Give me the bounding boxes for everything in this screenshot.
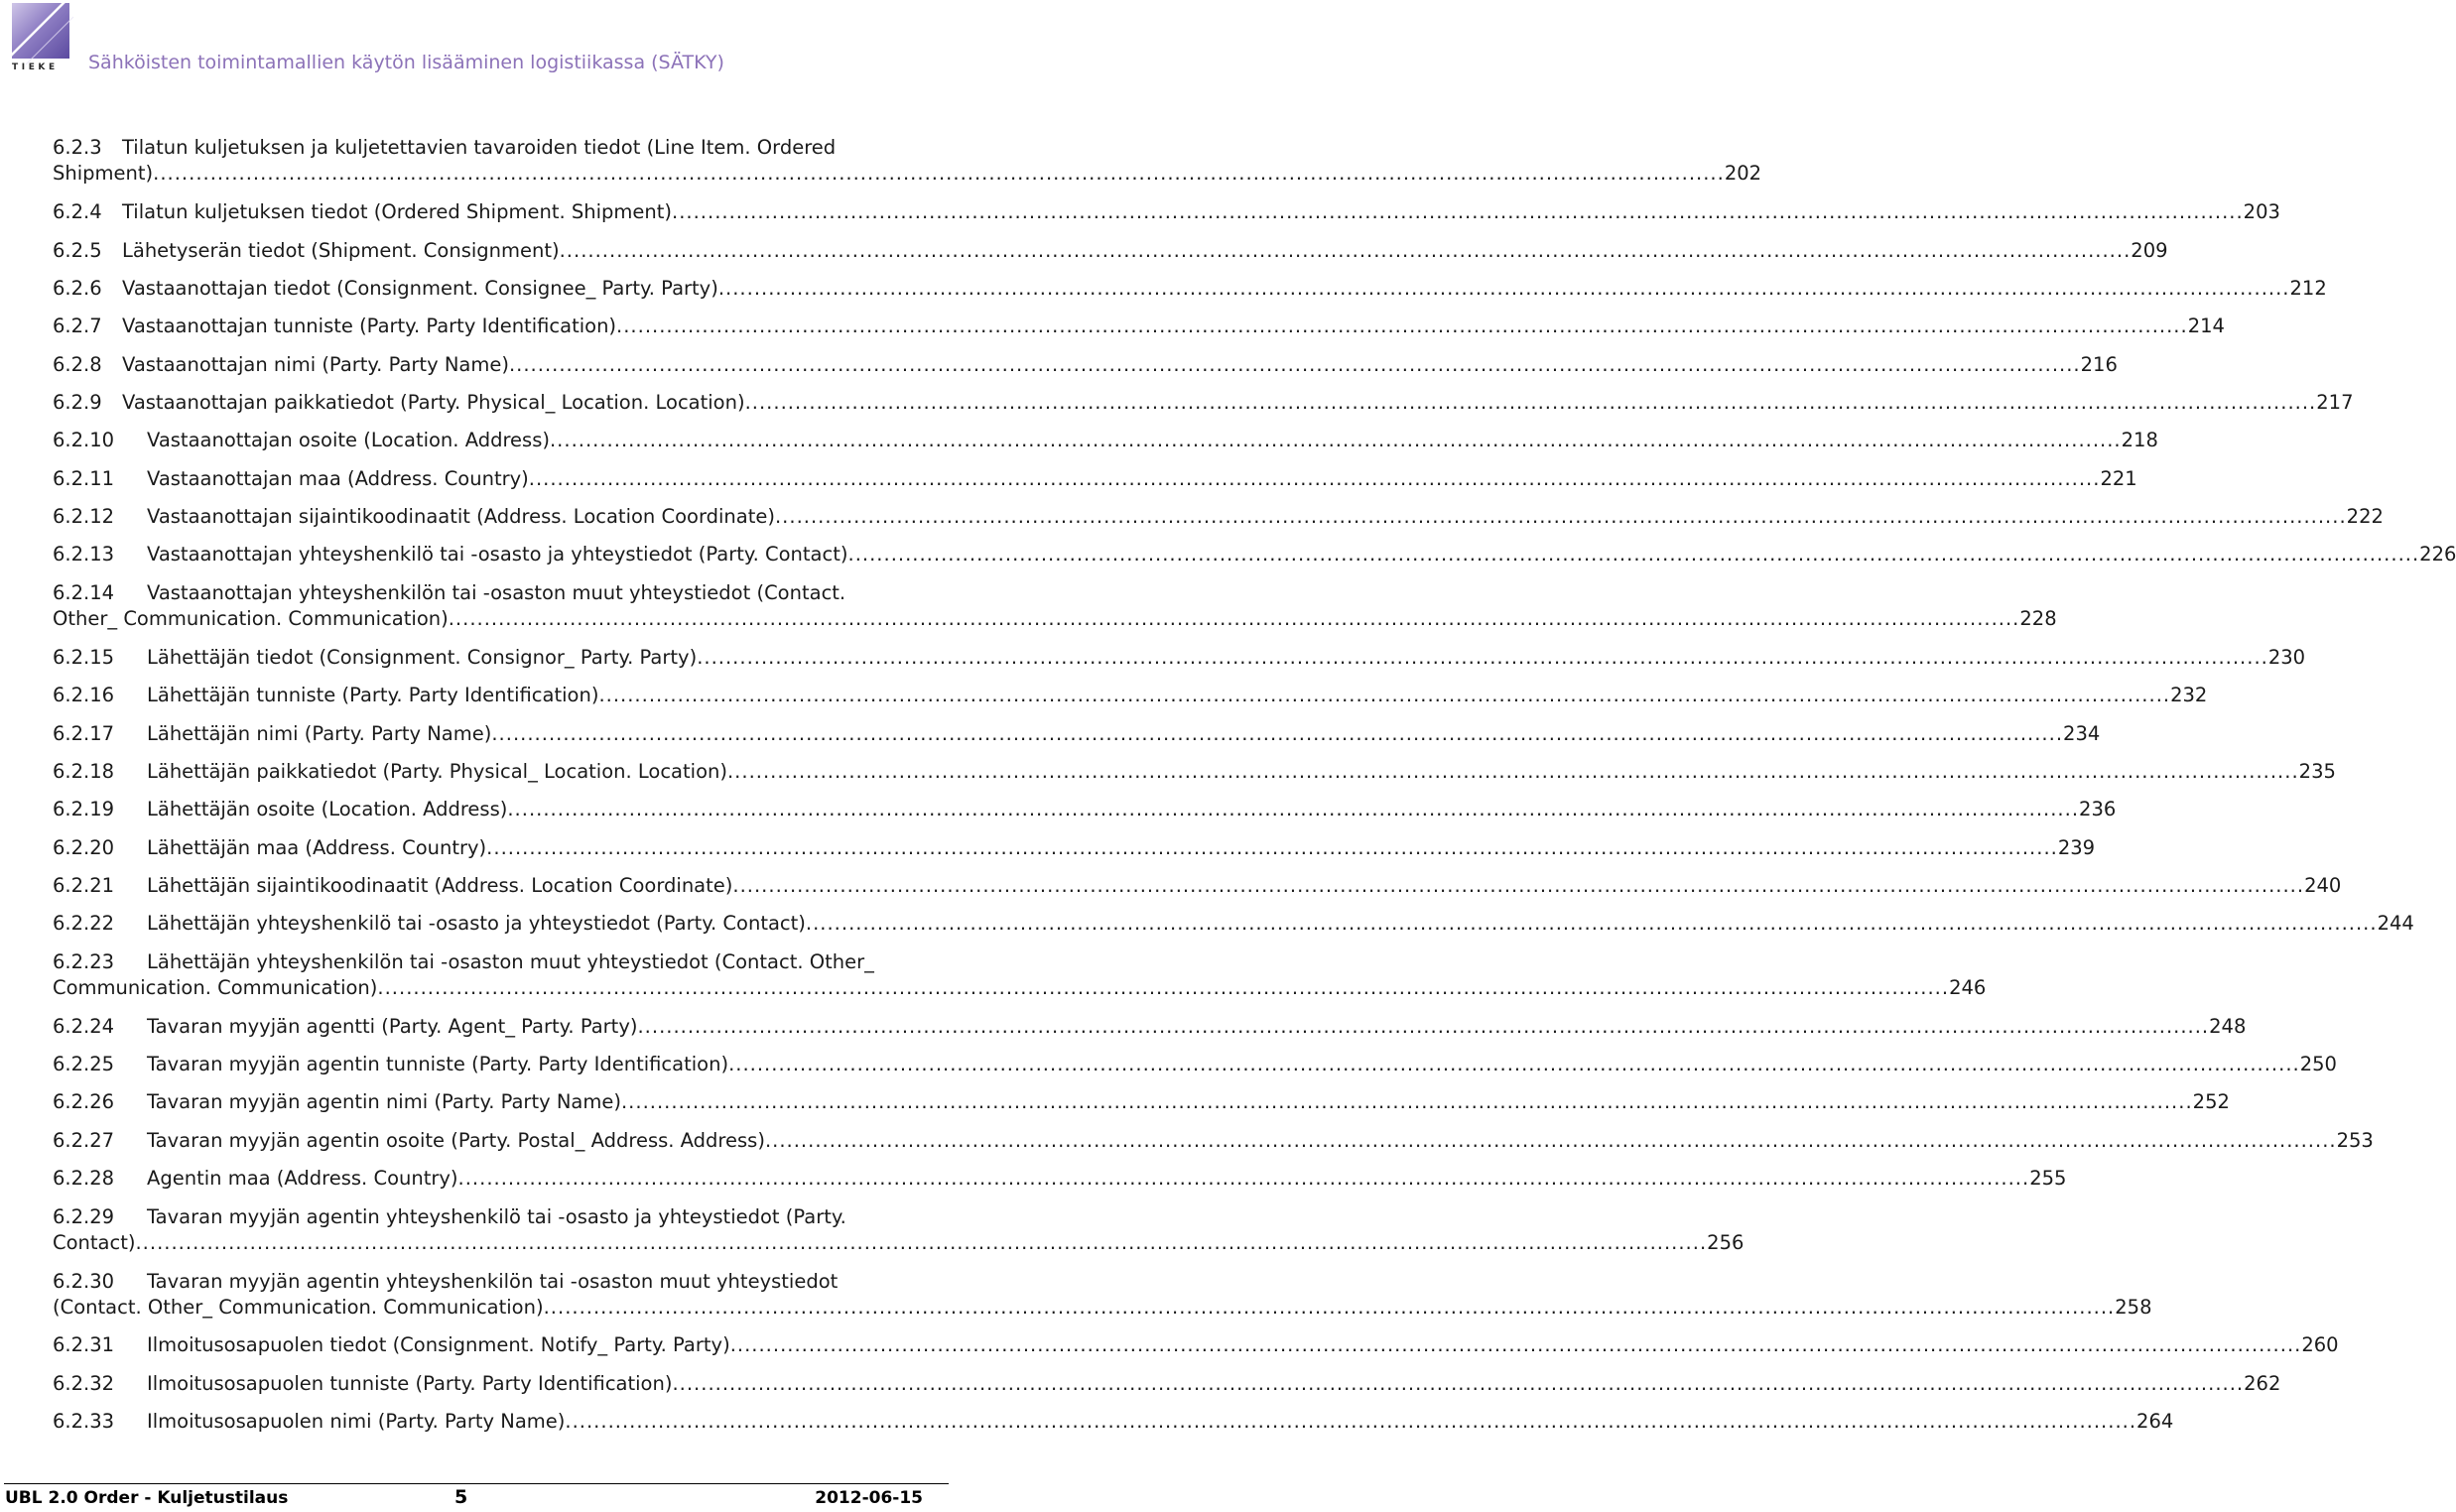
- toc-entry[interactable]: [53, 1089, 2230, 1115]
- toc-entry-number: 6.2.5: [53, 239, 102, 262]
- footer-document-title: UBL 2.0 Order - Kuljetustilaus: [5, 1488, 289, 1508]
- toc-entry-title: Lähettäjän yhteyshenkilön tai -osaston muut yhteystiedot (Contact. Other_: [147, 950, 874, 973]
- toc-entry-number: 6.2.31: [53, 1333, 115, 1356]
- toc-entry[interactable]: [53, 1269, 2152, 1321]
- toc-entry-page: 226: [2419, 543, 2456, 566]
- toc-entry-number: 6.2.15: [53, 646, 115, 669]
- toc-entry[interactable]: [53, 1014, 2247, 1040]
- toc-leader-dots: [135, 1230, 1707, 1256]
- toc-leader-dots: [718, 276, 2290, 302]
- toc-entry-page: 203: [2243, 200, 2280, 223]
- toc-leader-dots: [672, 199, 2244, 225]
- toc-entry-title: Lähettäjän osoite (Location. Address): [147, 798, 508, 820]
- toc-entry-page: 222: [2346, 505, 2384, 528]
- toc-entry-title: Lähettäjän tiedot (Consignment. Consignor_ Party. Party): [147, 646, 698, 669]
- toc-entry-number: 6.2.25: [53, 1053, 115, 1075]
- footer-divider: [4, 1483, 949, 1484]
- toc-entry-number: 6.2.27: [53, 1129, 115, 1152]
- toc-entry-page: 255: [2029, 1167, 2067, 1190]
- toc-leader-dots: [727, 759, 2299, 785]
- toc-entry[interactable]: [53, 1204, 1745, 1256]
- logo-text: TIEKE: [12, 63, 59, 72]
- toc-leader-dots: [697, 645, 2268, 671]
- toc-entry[interactable]: [53, 1166, 2067, 1192]
- toc-leader-dots: [486, 835, 2058, 861]
- toc-leader-dots: [458, 1166, 2030, 1192]
- toc-leader-dots: [806, 911, 2378, 937]
- toc-leader-dots: [491, 721, 2063, 747]
- toc-entry[interactable]: [53, 1332, 2339, 1358]
- toc-entry-title: Vastaanottajan osoite (Location. Address): [147, 429, 550, 451]
- toc-entry[interactable]: [53, 759, 2336, 785]
- toc-entry[interactable]: [53, 466, 2137, 492]
- toc-entry-title: Tilatun kuljetuksen tiedot (Ordered Shipment. Shipment): [122, 200, 672, 223]
- toc-entry-page: 202: [1724, 162, 1762, 185]
- toc-entry-number: 6.2.28: [53, 1167, 115, 1190]
- toc-entry-page: 250: [2299, 1053, 2337, 1075]
- toc-entry-title: Ilmoitusosapuolen nimi (Party. Party Name): [147, 1410, 566, 1433]
- toc-leader-dots: [765, 1128, 2337, 1154]
- toc-entry-page: 214: [2187, 315, 2225, 337]
- toc-leader-dots: [728, 1052, 2300, 1077]
- toc-entry-title-continued: Communication. Communication): [53, 976, 378, 999]
- toc-entry[interactable]: [53, 504, 2384, 530]
- toc-leader-dots: [745, 390, 2317, 416]
- toc-entry-number: 6.2.32: [53, 1372, 115, 1395]
- toc-entry-number: 6.2.7: [53, 315, 102, 337]
- toc-entry-number: 6.2.17: [53, 722, 115, 745]
- toc-entry-title: Tavaran myyjän agentin nimi (Party. Party Name): [147, 1090, 621, 1113]
- toc-entry-number: 6.2.10: [53, 429, 115, 451]
- toc-entry-page: 235: [2298, 760, 2336, 783]
- toc-entry-page: 258: [2115, 1296, 2152, 1319]
- toc-entry-title: Vastaanottajan yhteyshenkilön tai -osaston muut yhteystiedot (Contact.: [147, 581, 846, 604]
- toc-entry-page: 216: [2080, 353, 2118, 376]
- toc-entry-title: Lähettäjän tunniste (Party. Party Identification): [147, 684, 599, 706]
- toc-entry[interactable]: [53, 1128, 2374, 1154]
- toc-entry-number: 6.2.6: [53, 277, 102, 300]
- toc-entry-number: 6.2.21: [53, 874, 115, 897]
- toc-entry-title: Tavaran myyjän agentti (Party. Agent_ Party. Party): [147, 1015, 638, 1038]
- toc-entry-page: 218: [2121, 429, 2158, 451]
- toc-leader-dots: [560, 238, 2132, 264]
- toc-entry-number: 6.2.29: [53, 1205, 115, 1228]
- toc-entry-title: Tavaran myyjän agentin yhteyshenkilön tai -osaston muut yhteystiedot: [147, 1270, 839, 1293]
- toc-entry-number: 6.2.30: [53, 1270, 115, 1293]
- toc-leader-dots: [550, 428, 2122, 453]
- toc-entry-number: 6.2.16: [53, 684, 115, 706]
- toc-leader-dots: [732, 873, 2304, 899]
- toc-entry[interactable]: [53, 1409, 2174, 1435]
- toc-entry[interactable]: [53, 238, 2168, 264]
- toc-entry-page: 262: [2244, 1372, 2281, 1395]
- toc-entry-title: Vastaanottajan tiedot (Consignment. Consignee_ Party. Party): [122, 277, 718, 300]
- toc-entry[interactable]: [53, 683, 2208, 708]
- toc-entry-title: Lähettäjän paikkatiedot (Party. Physical_ Location. Location): [147, 760, 727, 783]
- toc-entry-page: 253: [2336, 1129, 2374, 1152]
- toc-entry-page: 246: [1949, 976, 1987, 999]
- toc-entry-number: 6.2.14: [53, 581, 115, 604]
- toc-entry[interactable]: [53, 390, 2354, 416]
- toc-entry-title: Vastaanottajan paikkatiedot (Party. Physical_ Location. Location): [122, 391, 745, 414]
- toc-entry[interactable]: [53, 314, 2225, 339]
- toc-entry-title: Vastaanottajan tunniste (Party. Party Identification): [122, 315, 617, 337]
- toc-leader-dots: [529, 466, 2101, 492]
- toc-entry-title: Ilmoitusosapuolen tiedot (Consignment. Notify_ Party. Party): [147, 1333, 730, 1356]
- toc-entry-title-continued: Contact): [53, 1231, 136, 1254]
- toc-entry[interactable]: [53, 428, 2158, 453]
- toc-entry-title-continued: Shipment): [53, 162, 154, 185]
- toc-entry-number: 6.2.13: [53, 543, 115, 566]
- toc-leader-dots: [598, 683, 2170, 708]
- toc-entry[interactable]: [53, 949, 1987, 1001]
- toc-leader-dots: [507, 797, 2079, 822]
- toc-entry-page: 248: [2209, 1015, 2247, 1038]
- toc-entry-title: Ilmoitusosapuolen tunniste (Party. Party Identification): [147, 1372, 673, 1395]
- toc-entry-number: 6.2.33: [53, 1410, 115, 1433]
- toc-leader-dots: [153, 161, 1725, 187]
- toc-entry-number: 6.2.18: [53, 760, 115, 783]
- toc-entry[interactable]: [53, 873, 2342, 899]
- toc-entry-page: 236: [2079, 798, 2117, 820]
- toc-entry-number: 6.2.11: [53, 467, 115, 490]
- toc-entry[interactable]: [53, 199, 2280, 225]
- toc-entry-title: Agentin maa (Address. Country): [147, 1167, 458, 1190]
- toc-entry-page: 232: [2170, 684, 2208, 706]
- toc-entry[interactable]: [53, 835, 2096, 861]
- toc-leader-dots: [621, 1089, 2193, 1115]
- toc-entry[interactable]: [53, 135, 1762, 187]
- toc-entry-number: 6.2.9: [53, 391, 102, 414]
- toc-leader-dots: [730, 1332, 2302, 1358]
- toc-entry-page: 260: [2301, 1333, 2339, 1356]
- toc-entry-number: 6.2.19: [53, 798, 115, 820]
- toc-entry-title: Lähettäjän maa (Address. Country): [147, 836, 487, 859]
- toc-leader-dots: [565, 1409, 2136, 1435]
- toc-entry-title: Tavaran myyjän agentin osoite (Party. Postal_ Address. Address): [147, 1129, 765, 1152]
- toc-entry-title: Vastaanottajan yhteyshenkilö tai -osasto ja yhteystiedot (Party. Contact): [147, 543, 848, 566]
- toc-entry-page: 221: [2100, 467, 2137, 490]
- toc-entry[interactable]: [53, 276, 2327, 302]
- toc-entry-number: 6.2.22: [53, 912, 115, 935]
- footer-page-number: 5: [454, 1486, 468, 1508]
- toc-entry-number: 6.2.26: [53, 1090, 115, 1113]
- toc-leader-dots: [775, 504, 2347, 530]
- toc-entry-page: 230: [2267, 646, 2306, 669]
- toc-entry-title: Lähettäjän yhteyshenkilö tai -osasto ja yhteystiedot (Party. Contact): [147, 912, 806, 935]
- toc-entry-page: 209: [2131, 239, 2168, 262]
- toc-entry-title: Vastaanottajan maa (Address. Country): [147, 467, 529, 490]
- toc-leader-dots: [377, 975, 1949, 1001]
- toc-entry[interactable]: [53, 797, 2117, 822]
- toc-entry-title: Tavaran myyjän agentin yhteyshenkilö tai -osasto ja yhteystiedot (Party.: [147, 1205, 846, 1228]
- toc-entry-page: 252: [2192, 1090, 2230, 1113]
- toc-entry-title: Lähettäjän sijaintikoodinaatit (Address. Location Coordinate): [147, 874, 733, 897]
- toc-leader-dots: [848, 542, 2420, 567]
- toc-entry-number: 6.2.8: [53, 353, 102, 376]
- footer-date: 2012-06-15: [815, 1488, 923, 1508]
- toc-entry-title: Tavaran myyjän agentin tunniste (Party. Party Identification): [147, 1053, 729, 1075]
- toc-entry-number: 6.2.3: [53, 136, 102, 159]
- toc-leader-dots: [616, 314, 2188, 339]
- tieke-logo: [12, 3, 71, 74]
- toc-entry-number: 6.2.12: [53, 505, 115, 528]
- toc-entry-title: Tilatun kuljetuksen ja kuljetettavien tavaroiden tiedot (Line Item. Ordered: [122, 136, 837, 159]
- toc-entry[interactable]: [53, 352, 2118, 378]
- toc-entry-page: 244: [2377, 912, 2414, 935]
- toc-entry-page: 217: [2316, 391, 2354, 414]
- toc-entry-page: 239: [2057, 836, 2096, 859]
- toc-entry-title-continued: (Contact. Other_ Communication. Communication): [53, 1296, 544, 1319]
- toc-entry-title: Lähetyserän tiedot (Shipment. Consignment): [122, 239, 560, 262]
- toc-entry[interactable]: [53, 1052, 2337, 1077]
- toc-entry-page: 264: [2136, 1410, 2174, 1433]
- toc-entry-number: 6.2.23: [53, 950, 115, 973]
- toc-leader-dots: [672, 1371, 2244, 1397]
- toc-entry-page: 234: [2063, 722, 2101, 745]
- toc-entry-title: Lähettäjän nimi (Party. Party Name): [147, 722, 492, 745]
- logo-graphic: [12, 3, 69, 59]
- toc-leader-dots: [637, 1014, 2209, 1040]
- toc-entry[interactable]: [53, 580, 2057, 632]
- toc-entry[interactable]: [53, 911, 2414, 937]
- toc-entry-page: 256: [1707, 1231, 1745, 1254]
- toc-leader-dots: [544, 1295, 2116, 1321]
- toc-entry-number: 6.2.20: [53, 836, 115, 859]
- toc-entry[interactable]: [53, 721, 2101, 747]
- toc-entry[interactable]: [53, 1371, 2281, 1397]
- document-header-title: Sähköisten toimintamallien käytön lisääminen logistiikassa (SÄTKY): [88, 52, 724, 73]
- toc-entry-page: 228: [2019, 607, 2057, 630]
- toc-entry-number: 6.2.24: [53, 1015, 115, 1038]
- toc-entry-title: Vastaanottajan sijaintikoodinaatit (Address. Location Coordinate): [147, 505, 775, 528]
- toc-entry-title: Vastaanottajan nimi (Party. Party Name): [122, 353, 509, 376]
- toc-entry-number: 6.2.4: [53, 200, 102, 223]
- toc-entry[interactable]: [53, 542, 2456, 567]
- toc-entry-title-continued: Other_ Communication. Communication): [53, 607, 449, 630]
- toc-entry-page: 240: [2304, 874, 2342, 897]
- toc-leader-dots: [509, 352, 2081, 378]
- toc-entry[interactable]: [53, 645, 2306, 671]
- toc-entry-page: 212: [2289, 277, 2327, 300]
- toc-leader-dots: [449, 606, 2020, 632]
